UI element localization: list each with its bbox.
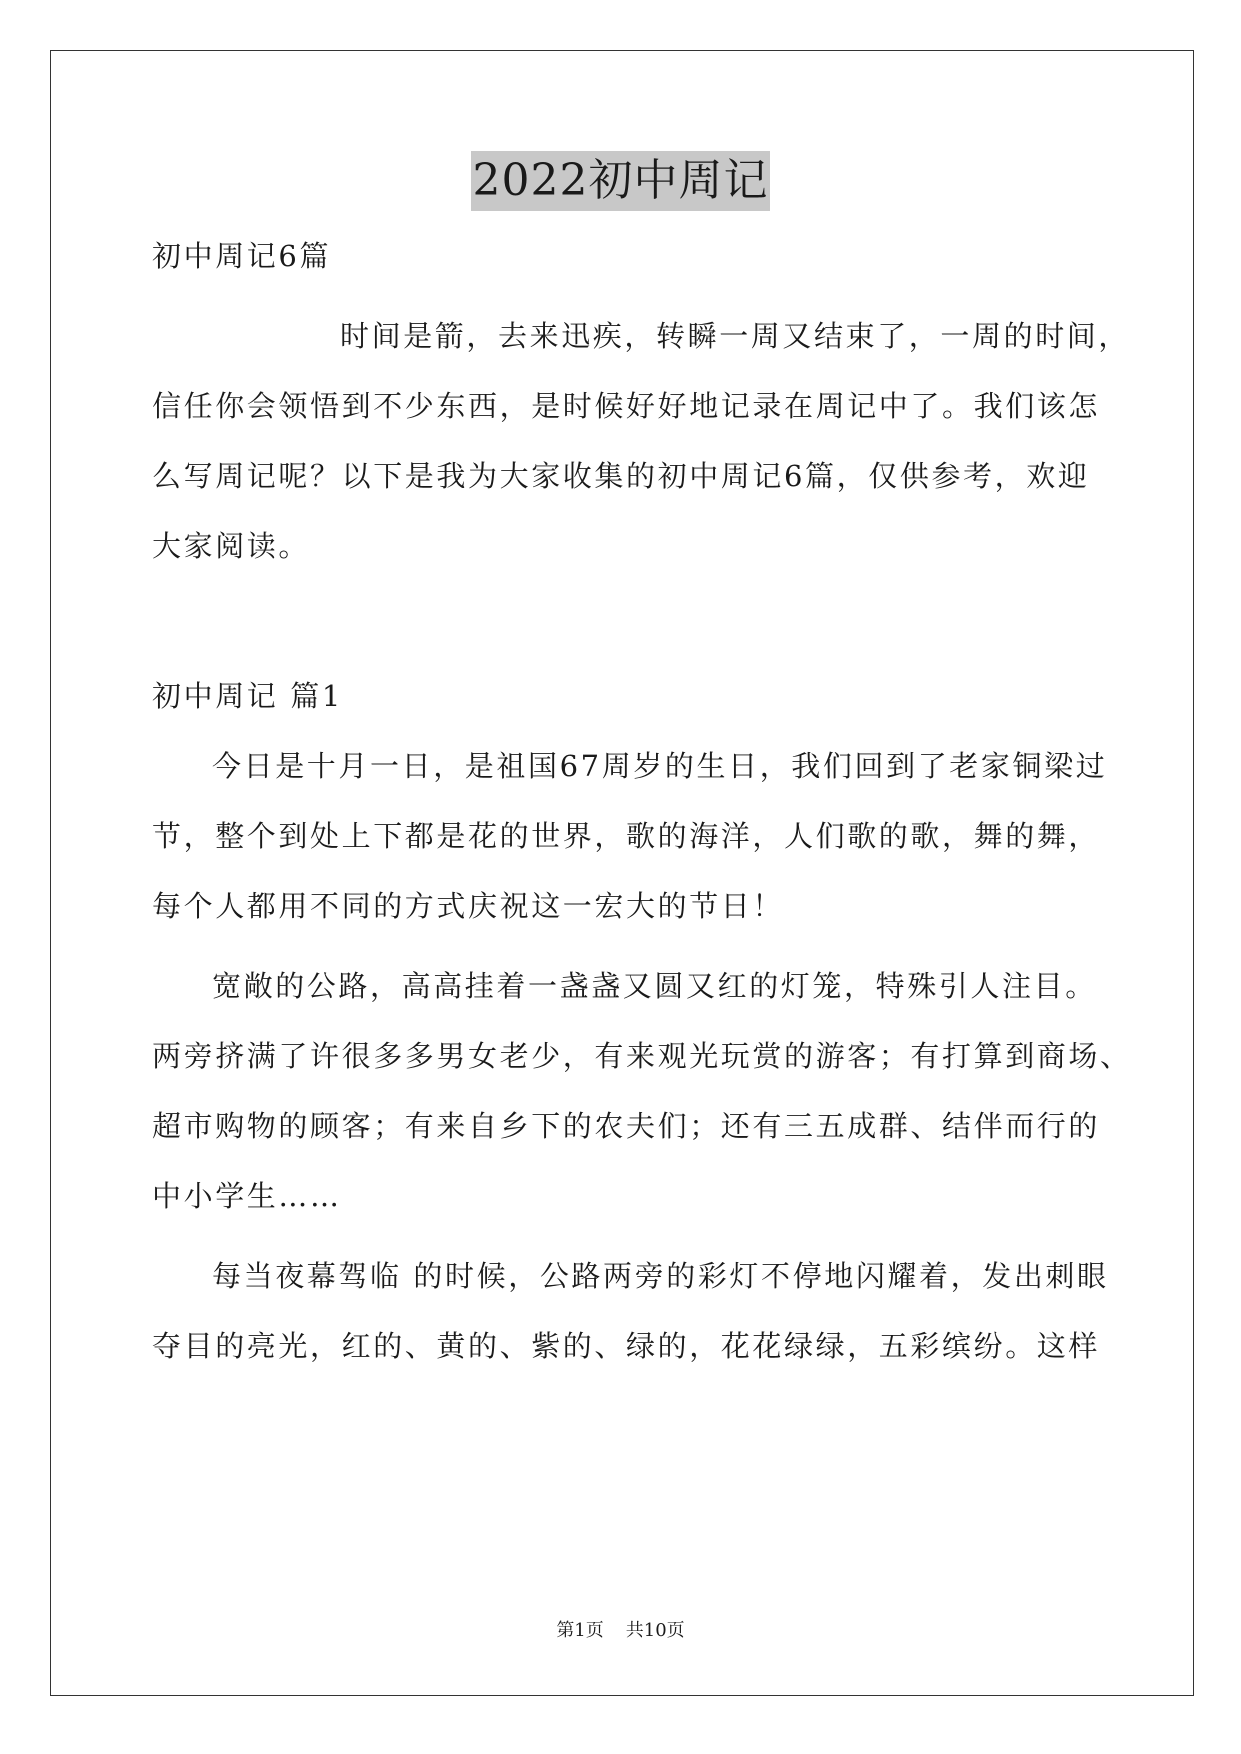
intro-line: 么写周记呢？以下是我为大家收集的初中周记6篇，仅供参考，欢迎 [152, 459, 1090, 493]
paragraph-line: 节，整个到处上下都是花的世界，歌的海洋，人们歌的歌，舞的舞， [152, 819, 1101, 853]
intro-line: 信任你会领悟到不少东西，是时候好好地记录在周记中了。我们该怎 [152, 389, 1101, 423]
paragraph-line: 两旁挤满了许很多多男女老少，有来观光玩赏的游客；有打算到商场、 [152, 1039, 1132, 1073]
paragraph-line: 每当夜幕驾临 的时候，公路两旁的彩灯不停地闪耀着，发出刺眼 [212, 1259, 1109, 1293]
document-title: 2022初中周记 [471, 151, 771, 211]
paragraph-line: 中小学生…… [152, 1179, 342, 1213]
paragraph-line: 每个人都用不同的方式庆祝这一宏大的节日！ [152, 889, 785, 923]
page-border [50, 50, 1194, 1696]
section-heading: 初中周记 篇1 [152, 679, 343, 713]
document-subtitle: 初中周记6篇 [152, 239, 332, 273]
paragraph-line: 超市购物的顾客；有来自乡下的农夫们；还有三五成群、结伴而行的 [152, 1109, 1101, 1143]
title-container [0, 151, 1241, 211]
intro-line: 大家阅读。 [152, 529, 311, 563]
page-number: 第1页 [556, 1620, 604, 1641]
page-total: 共10页 [625, 1620, 685, 1641]
intro-line: 时间是箭，去来迅疾，转瞬一周又结束了，一周的时间， [340, 319, 1131, 353]
page-footer [0, 1619, 1241, 1643]
paragraph-line: 夺目的亮光，红的、黄的、紫的、绿的，花花绿绿，五彩缤纷。这样 [152, 1329, 1101, 1363]
paragraph-line: 今日是十月一日，是祖国67周岁的生日，我们回到了老家铜梁过 [212, 749, 1108, 783]
paragraph-line: 宽敞的公路，高高挂着一盏盏又圆又红的灯笼，特殊引人注目。 [212, 969, 1097, 1003]
